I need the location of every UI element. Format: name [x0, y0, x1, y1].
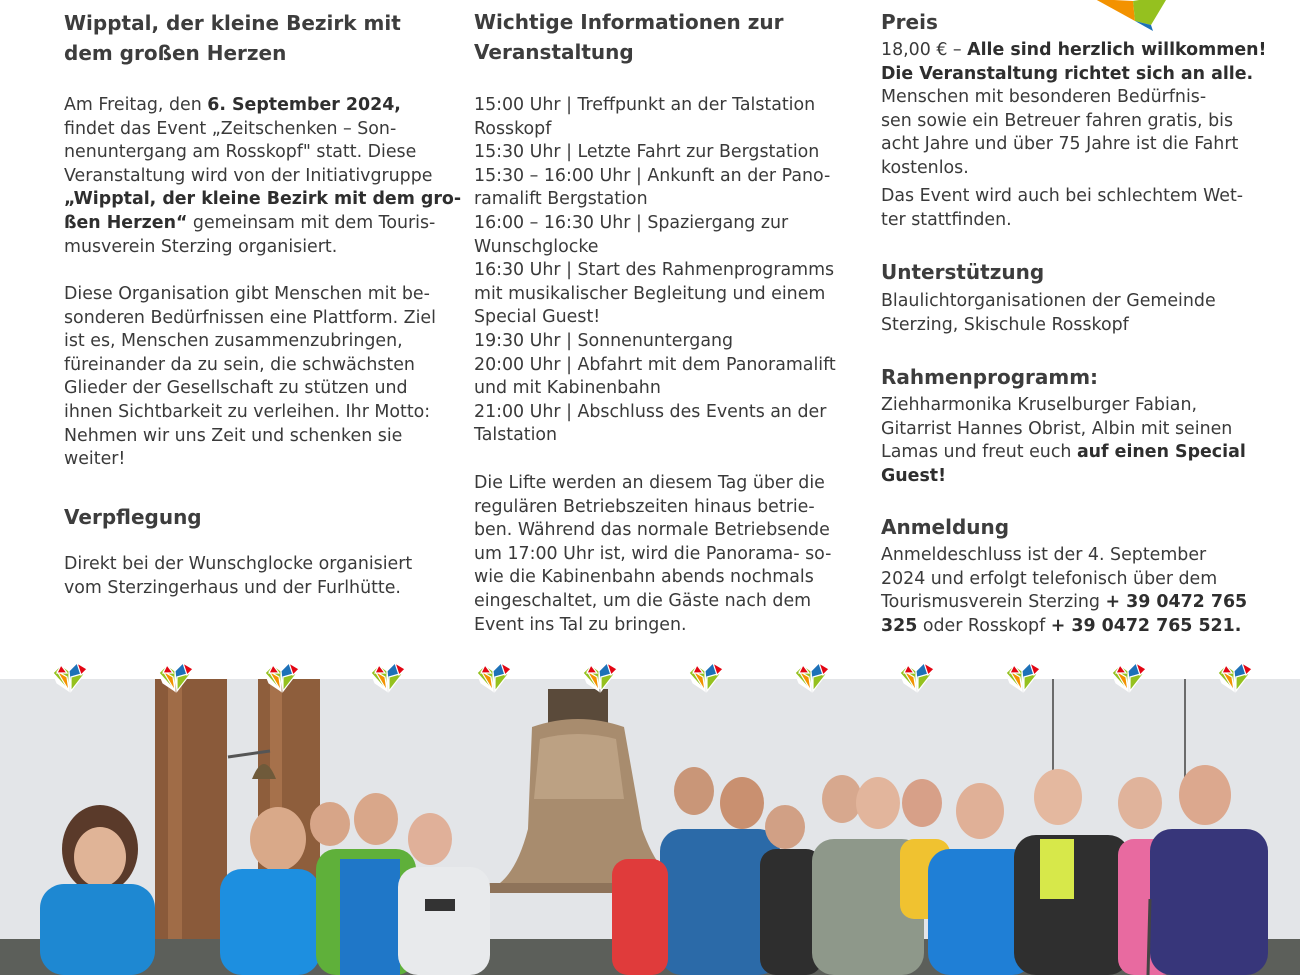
text-line: Direkt bei der Wunschglocke organisiert	[64, 554, 413, 574]
text-line: ihnen Sichtbarkeit zu verleihen. Ihr Motto:	[64, 401, 431, 422]
heart-logo-icon	[1110, 659, 1148, 697]
text-line: Anmeldeschluss ist der 4. September	[881, 545, 1207, 565]
group-photo-illustration	[0, 679, 1300, 975]
text-line: um 17:00 Uhr ist, wird die Panorama- so-	[474, 543, 832, 564]
heart-logo-icon	[51, 659, 89, 697]
text-line: acht Jahre und über 75 Jahre ist die Fahrt	[881, 134, 1239, 155]
info-heading	[474, 7, 854, 67]
text-line: Gitarrist Hannes Obrist, Albin mit seinen	[881, 418, 1233, 439]
unterstuetzung-heading: Unterstützung	[881, 260, 1045, 284]
verpflegung-heading: Verpflegung	[64, 505, 202, 529]
text-line: oder Rosskopf	[917, 615, 1051, 636]
heart-logo-icon	[581, 659, 619, 697]
heart-logo-icon	[157, 659, 195, 697]
text-line: 16:30 Uhr | Start des Rahmenprogramms	[474, 260, 835, 281]
text-line: Tourismusverein Sterzing	[881, 592, 1106, 613]
unterstuetzung-text	[881, 290, 1271, 337]
heart-logo-icon	[687, 659, 725, 697]
heart-logo-row	[0, 659, 1300, 697]
text-line: „Wipptal, der kleine Bezirk mit dem gro-	[64, 189, 462, 210]
text-line: Glieder der Gesellschaft zu stützen und	[64, 378, 408, 399]
verpflegung-text	[64, 553, 464, 600]
wooden-post	[155, 679, 227, 975]
text-line: nenuntergang am Rosskopf" statt. Diese	[64, 142, 417, 163]
text-line: kostenlos.	[881, 157, 969, 178]
text-line: mit musikalischer Begleitung und einem	[474, 283, 826, 304]
text-line: weiter!	[64, 449, 126, 470]
text-line: ter stattfinden.	[881, 209, 1012, 230]
text-line: vom Sterzingerhaus und der Furlhütte.	[64, 577, 401, 598]
text-line: Menschen mit besonderen Bedürfnis-	[881, 87, 1207, 108]
lifts-paragraph	[474, 472, 854, 637]
text-line: Das Event wird auch bei schlechtem Wet-	[881, 186, 1244, 206]
text-line: sonderen Bedürfnissen eine Plattform. Ziel	[64, 307, 436, 328]
text-line: füreinander da zu sein, die schwächsten	[64, 354, 415, 375]
intro-heading	[64, 8, 464, 68]
text-line: Ziehharmonika Kruselburger Fabian,	[881, 395, 1198, 415]
text-line: 15:30 Uhr | Letzte Fahrt zur Bergstation	[474, 142, 820, 163]
organisation-paragraph	[64, 283, 464, 472]
text-line: Sterzing, Skischule Rosskopf	[881, 314, 1129, 335]
anmeldung-heading: Anmeldung	[881, 515, 1010, 539]
group-photo	[0, 679, 1300, 975]
heart-logo-icon	[475, 659, 513, 697]
text-line: und mit Kabinenbahn	[474, 378, 661, 399]
rahmenprogramm-heading: Rahmenprogramm:	[881, 365, 1099, 389]
anmeldung-text	[881, 544, 1271, 638]
text-line: regulären Betriebszeiten hinaus betrie-	[474, 496, 815, 517]
text-line: Nehmen wir uns Zeit und schenken sie	[64, 425, 403, 446]
preis-heading: Preis	[881, 10, 938, 34]
heart-logo-icon	[1216, 659, 1254, 697]
preis-text	[881, 39, 1271, 181]
text-line: 2024 und erfolgt telefonisch über dem	[881, 568, 1218, 589]
text-line: Alle sind herzlich willkommen!	[967, 40, 1267, 60]
text-line: Event ins Tal zu bringen.	[474, 614, 687, 635]
text-line: Special Guest!	[474, 307, 601, 328]
text-line: Am Freitag, den	[64, 95, 208, 115]
text-line: Veranstaltung wird von der Initiativgruppe	[64, 165, 433, 186]
text-line: auf einen Special	[1076, 442, 1246, 463]
schedule-list	[474, 94, 854, 448]
text-line: Diese Organisation gibt Menschen mit be-	[64, 284, 430, 304]
text-line: findet das Event „Zeitschenken – Son-	[64, 118, 397, 139]
text-line: 15:00 Uhr | Treffpunkt an der Talstation	[474, 95, 816, 115]
text-line: 21:00 Uhr | Abschluss des Events an der	[474, 401, 827, 422]
text-line: musverein Sterzing organisiert.	[64, 236, 338, 257]
text-line: + 39 0472 765 521.	[1050, 615, 1242, 636]
heart-logo-icon	[369, 659, 407, 697]
text-line: Wipptal, der kleine Bezirk mit	[64, 11, 401, 35]
text-line: 6. September 2024,	[207, 95, 401, 115]
text-line: Wichtige Informationen zur	[474, 10, 784, 34]
text-line: Die Lifte werden an diesem Tag über die	[474, 473, 825, 493]
text-line: + 39 0472 765	[1105, 592, 1248, 613]
text-line: 16:00 – 16:30 Uhr | Spaziergang zur	[474, 212, 789, 233]
text-line: gemeinsam mit dem Touris-	[187, 212, 436, 233]
text-line: Die Veranstaltung richtet sich an alle.	[881, 63, 1254, 84]
text-line: Talstation	[474, 425, 558, 446]
text-line: Guest!	[881, 465, 947, 486]
text-line: wie die Kabinenbahn abends nochmals	[474, 567, 814, 588]
text-line: Wunschglocke	[474, 236, 599, 257]
text-line: 20:00 Uhr | Abfahrt mit dem Panoramalift	[474, 354, 836, 375]
text-line: 18,00 € –	[881, 40, 968, 60]
text-line: ist es, Menschen zusammenzubringen,	[64, 331, 403, 352]
heart-logo-icon	[263, 659, 301, 697]
rahmenprogramm-text	[881, 394, 1271, 488]
text-line: sen sowie ein Betreuer fahren gratis, bis	[881, 110, 1234, 131]
text-line: eingeschaltet, um die Gäste nach dem	[474, 590, 812, 611]
text-line: 15:30 – 16:00 Uhr | Ankunft an der Pano-	[474, 165, 831, 186]
heart-logo-icon	[1004, 659, 1042, 697]
text-line: Blaulichtorganisationen der Gemeinde	[881, 291, 1216, 311]
intro-paragraph	[64, 94, 464, 259]
text-line: ramalift Bergstation	[474, 189, 648, 210]
text-line: ben. Während das normale Betriebsende	[474, 520, 830, 541]
heart-logo-icon	[793, 659, 831, 697]
text-line: Veranstaltung	[474, 40, 634, 64]
wetter-text	[881, 185, 1271, 232]
text-line: 19:30 Uhr | Sonnenuntergang	[474, 330, 734, 351]
corner-heart-logo	[1095, 0, 1175, 31]
text-line: Lamas und freut euch	[881, 442, 1077, 463]
text-line: Rosskopf	[474, 118, 552, 139]
heart-logo-icon	[898, 659, 936, 697]
text-line: dem großen Herzen	[64, 41, 287, 65]
text-line: 325	[881, 615, 918, 636]
text-line: ßen Herzen“	[64, 212, 188, 233]
